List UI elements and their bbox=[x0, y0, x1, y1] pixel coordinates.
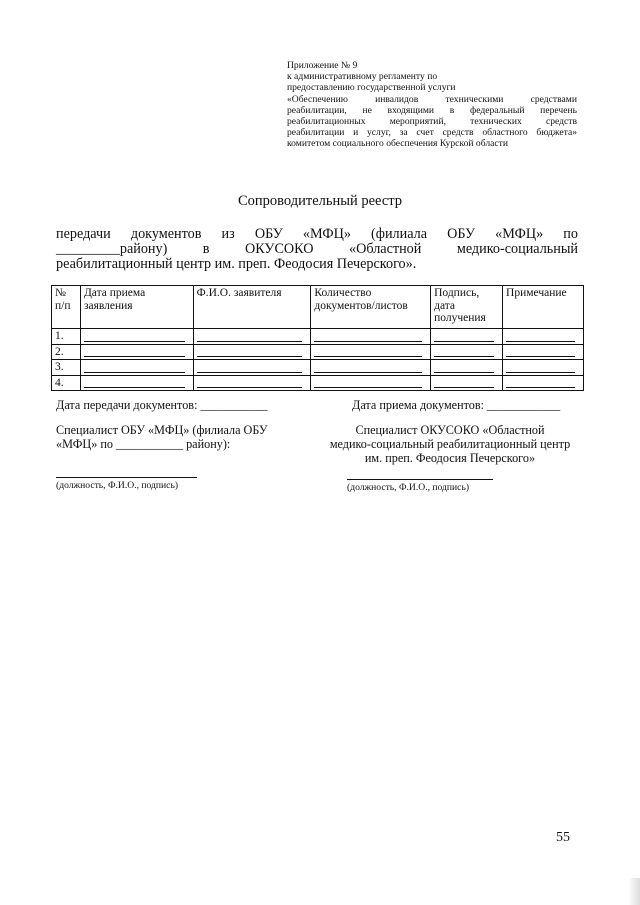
table-cell bbox=[431, 344, 503, 360]
scan-edge bbox=[628, 878, 640, 905]
signature-caption: (должность, Ф.И.О., подпись) bbox=[347, 482, 470, 493]
intro-line: _________району) в ОКУСОКО «Областной медико-социальный bbox=[56, 241, 578, 258]
table-cell bbox=[80, 375, 193, 391]
appendix-line: реабилитации, не входящими в федеральный перечень bbox=[287, 104, 577, 116]
table-cell bbox=[193, 329, 311, 345]
intro-line: передачи документов из ОБУ «МФЦ» (филиала ОБУ «МФЦ» по bbox=[56, 226, 578, 242]
row-number: 2. bbox=[52, 344, 81, 360]
table-header-row bbox=[52, 286, 584, 329]
appendix-line: реабилитации и услуг, за счет средств областного бюджета» bbox=[287, 127, 577, 139]
mfc-specialist-line: Специалист ОБУ «МФЦ» (филиала ОБУ bbox=[56, 423, 268, 437]
appendix-line: реабилитационных мероприятий, технических средств bbox=[287, 116, 577, 128]
table-cell bbox=[431, 329, 503, 345]
table-cell bbox=[431, 375, 503, 391]
appendix-block bbox=[287, 60, 577, 150]
okusoko-specialist-line: медико-социальный реабилитационный центр bbox=[329, 437, 571, 451]
signature-line bbox=[347, 479, 493, 480]
table-cell bbox=[431, 360, 503, 376]
table-cell bbox=[80, 360, 193, 376]
table-cell bbox=[193, 360, 311, 376]
table-cell bbox=[311, 344, 431, 360]
table-cell bbox=[503, 329, 584, 345]
transfer-date-field: Дата передачи документов: ___________ bbox=[56, 398, 268, 412]
document-title: Сопроводительный реестр bbox=[237, 193, 403, 209]
table-cell bbox=[311, 329, 431, 345]
signature-caption: (должность, Ф.И.О., подпись) bbox=[56, 480, 179, 491]
row-number: 3. bbox=[52, 360, 81, 376]
signature-line bbox=[56, 477, 197, 478]
page-number: 55 bbox=[556, 830, 570, 845]
column-header: № п/п bbox=[52, 286, 81, 329]
appendix-line: предоставлению государственной услуги bbox=[287, 82, 456, 94]
column-header: Количество документов/листов bbox=[311, 286, 431, 329]
column-header: Примечание bbox=[503, 286, 584, 329]
appendix-line: к административному регламенту по bbox=[287, 71, 438, 83]
appendix-line: Приложение № 9 bbox=[287, 60, 358, 71]
row-number: 1. bbox=[52, 329, 81, 345]
appendix-line: «Обеспечению инвалидов техническими средствами bbox=[287, 93, 577, 105]
table-row bbox=[52, 360, 584, 376]
okusoko-specialist-line: им. преп. Феодосия Печерского» bbox=[364, 451, 536, 465]
table-cell bbox=[503, 360, 584, 376]
table-row bbox=[52, 329, 584, 345]
mfc-specialist-block bbox=[56, 423, 268, 451]
table-cell bbox=[503, 375, 584, 391]
table-cell bbox=[193, 344, 311, 360]
okusoko-specialist-block bbox=[310, 423, 590, 465]
column-header: Ф.И.О. заявителя bbox=[193, 286, 311, 329]
column-header: Подпись, дата получения bbox=[431, 286, 503, 329]
table-cell bbox=[311, 375, 431, 391]
table-cell bbox=[80, 344, 193, 360]
table-cell bbox=[80, 329, 193, 345]
table-cell bbox=[311, 360, 431, 376]
table-row bbox=[52, 344, 584, 360]
mfc-specialist-line: «МФЦ» по ___________ району): bbox=[56, 437, 231, 451]
registry-table bbox=[51, 285, 584, 391]
row-number: 4. bbox=[52, 375, 81, 391]
okusoko-specialist-line: Специалист ОКУСОКО «Областной bbox=[355, 423, 545, 437]
appendix-line: комитетом социального обеспечения Курской области bbox=[287, 138, 508, 150]
column-header: Дата приема заявления bbox=[80, 286, 193, 329]
table-cell bbox=[503, 344, 584, 360]
table-row bbox=[52, 375, 584, 391]
intro-line: реабилитационный центр им. преп. Феодосия Печерского». bbox=[56, 256, 417, 273]
table-cell bbox=[193, 375, 311, 391]
intro-paragraph bbox=[56, 227, 578, 273]
receive-date-field: Дата приема документов: ____________ bbox=[352, 398, 561, 412]
